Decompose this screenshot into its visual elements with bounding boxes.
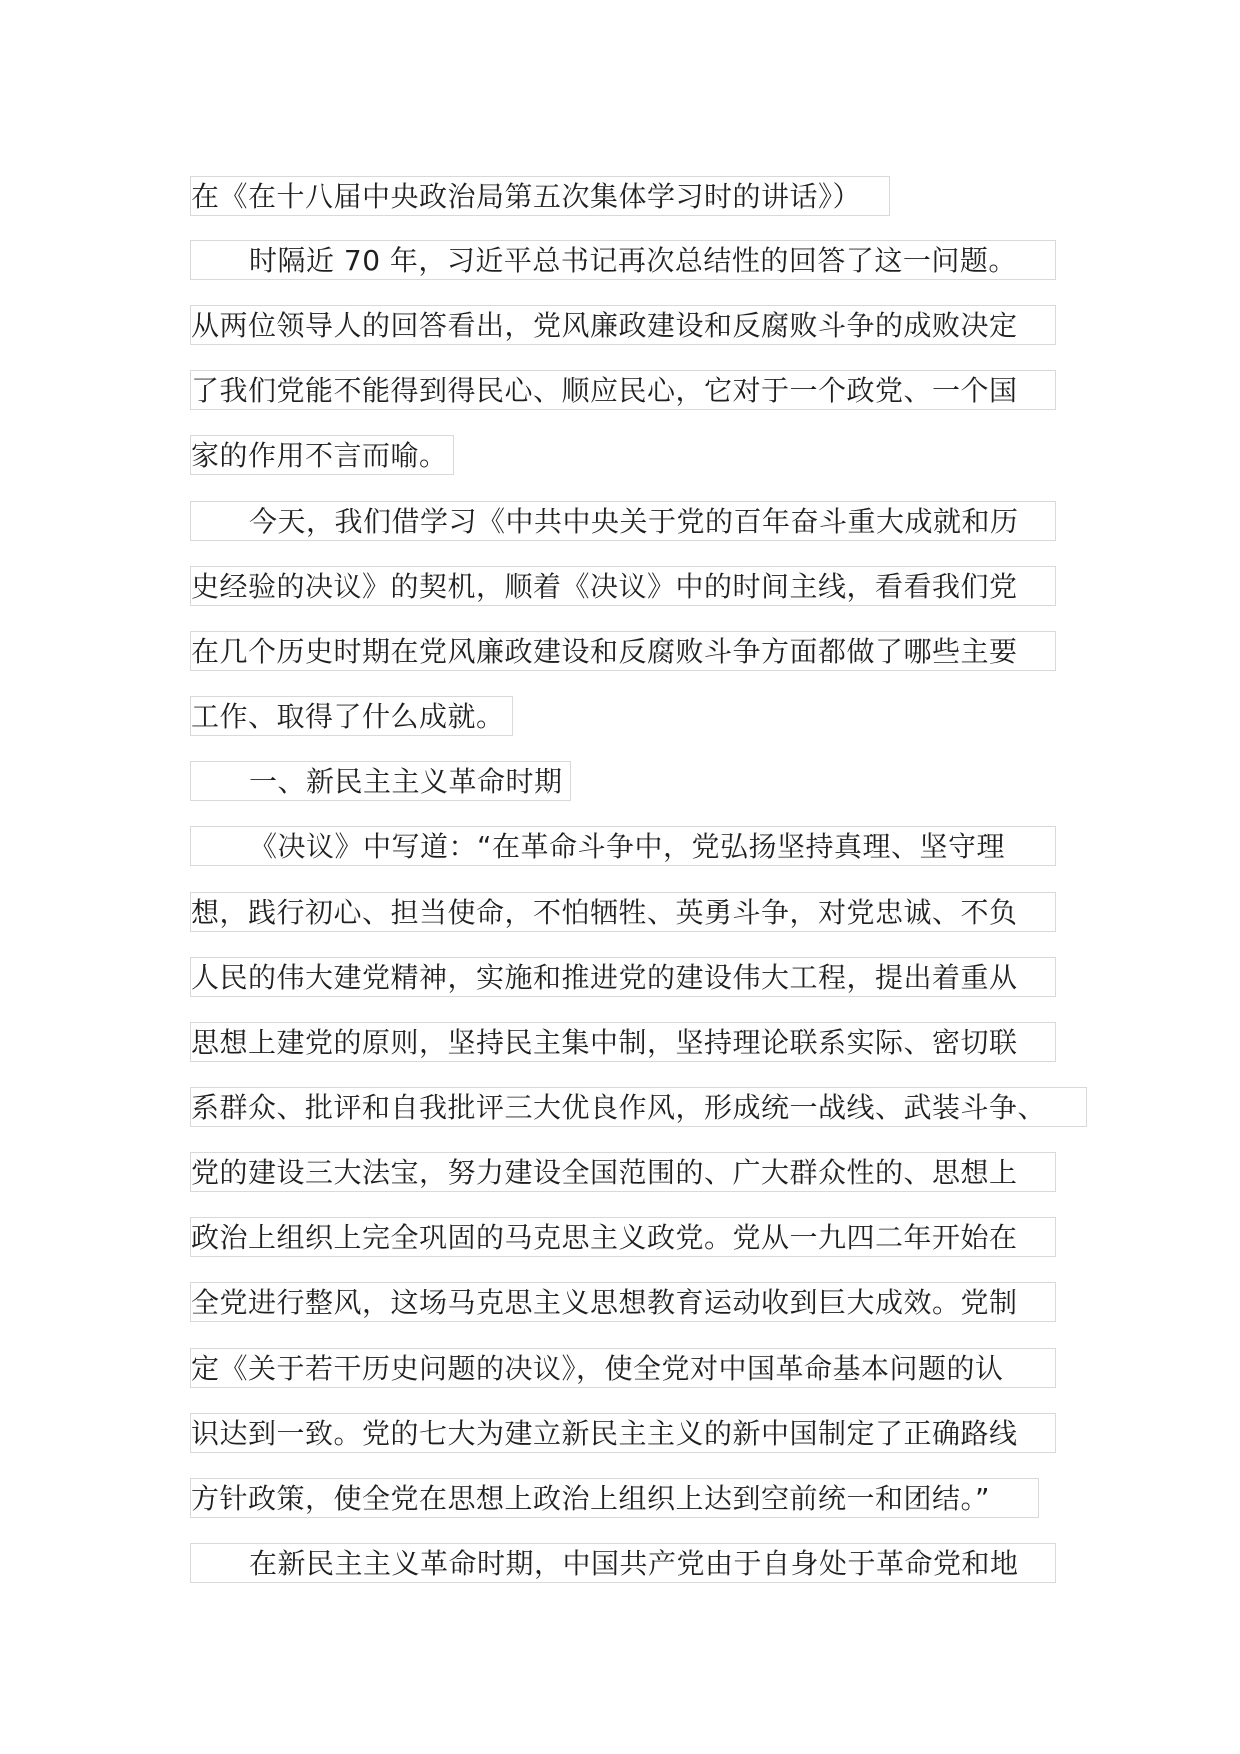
- text-line: 在几个历史时期在党风廉政建设和反腐败斗争方面都做了哪些主要: [190, 631, 1056, 671]
- text-line: 史经验的决议》的契机，顺着《决议》中的时间主线，看看我们党: [190, 566, 1056, 606]
- text-line: 时隔近 70 年，习近平总书记再次总结性的回答了这一问题。: [190, 240, 1056, 280]
- text-line: 人民的伟大建党精神，实施和推进党的建设伟大工程，提出着重从: [190, 957, 1056, 997]
- text-line: 今天，我们借学习《中共中央关于党的百年奋斗重大成就和历: [190, 501, 1056, 541]
- text-line: 方针政策，使全党在思想上政治上组织上达到空前统一和团结。”: [190, 1478, 1039, 1518]
- text-line: 想，践行初心、担当使命，不怕牺牲、英勇斗争，对党忠诚、不负: [190, 892, 1056, 932]
- text-line: 思想上建党的原则，坚持民主集中制，坚持理论联系实际、密切联: [190, 1022, 1056, 1062]
- text-line: 识达到一致。党的七大为建立新民主主义的新中国制定了正确路线: [190, 1413, 1056, 1453]
- text-line: 工作、取得了什么成就。: [190, 696, 513, 736]
- text-line: 在新民主主义革命时期，中国共产党由于自身处于革命党和地: [190, 1543, 1056, 1583]
- text-line: 在《在十八届中央政治局第五次集体学习时的讲话》）: [190, 176, 890, 216]
- text-line: 政治上组织上完全巩固的马克思主义政党。党从一九四二年开始在: [190, 1217, 1056, 1257]
- text-line: 家的作用不言而喻。: [190, 435, 454, 475]
- text-line: 全党进行整风，这场马克思主义思想教育运动收到巨大成效。党制: [190, 1282, 1056, 1322]
- text-line: 党的建设三大法宝，努力建设全国范围的、广大群众性的、思想上: [190, 1152, 1056, 1192]
- text-line: 系群众、批评和自我批评三大优良作风，形成统一战线、武装斗争、: [190, 1087, 1087, 1127]
- text-line: 定《关于若干历史问题的决议》，使全党对中国革命基本问题的认: [190, 1348, 1056, 1388]
- section-heading: 一、新民主主义革命时期: [190, 761, 571, 801]
- text-line: 了我们党能不能得到得民心、顺应民心，它对于一个政党、一个国: [190, 370, 1056, 410]
- text-line: 从两位领导人的回答看出，党风廉政建设和反腐败斗争的成败决定: [190, 305, 1056, 345]
- text-line: 《决议》中写道：“在革命斗争中，党弘扬坚持真理、坚守理: [190, 826, 1056, 866]
